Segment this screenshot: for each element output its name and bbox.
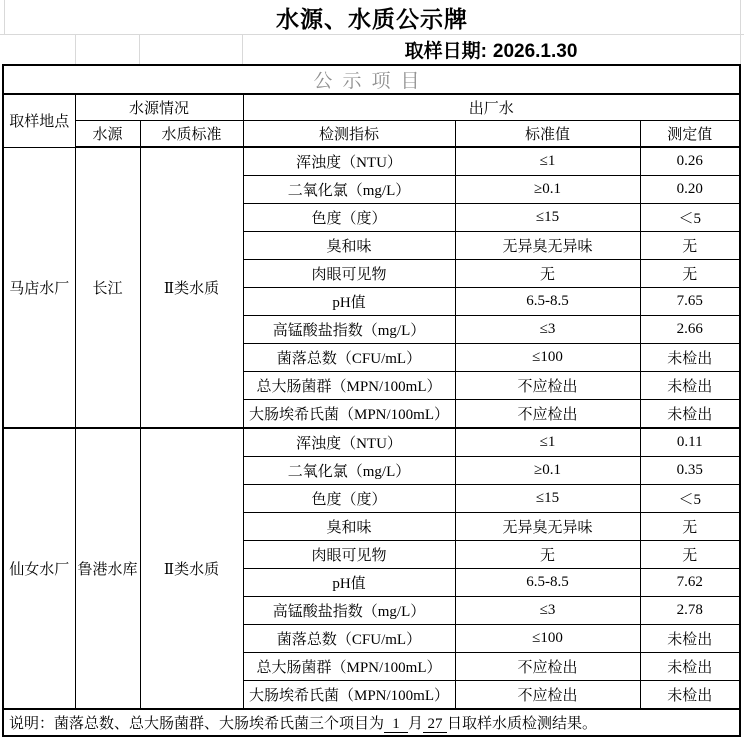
cell-measured-value: 0.26 [640,147,740,176]
cell-measured-value: 未检出 [640,344,740,372]
cell-standard-value: 6.5-8.5 [455,569,640,597]
col-header-standard-value: 标准值 [455,121,640,148]
cell-indicator: 臭和味 [243,232,455,260]
gridline [0,34,744,35]
col-header-quality-standard: 水质标准 [140,121,243,148]
sample-date-row [242,34,740,64]
plant-quality-standard-cell: Ⅱ类水质 [140,147,243,428]
footnote-month-label: 月 [408,716,424,732]
title-area [0,0,744,64]
header-row-1 [3,94,740,121]
cell-measured-value: 7.62 [640,569,740,597]
cell-indicator: 高锰酸盐指数（mg/L） [243,316,455,344]
cell-measured-value: 2.66 [640,316,740,344]
cell-standard-value: 不应检出 [455,372,640,400]
title-row [0,0,744,34]
section-header: 公示项目 [313,71,430,92]
footnote-prefix: 说明：菌落总数、总大肠菌群、大肠埃希氏菌三个项目为 [9,716,385,732]
gridline [242,34,243,64]
cell-measured-value: 7.65 [640,288,740,316]
sample-date [405,36,578,63]
cell-standard-value: 无异臭无异味 [455,232,640,260]
cell-indicator: 色度（度） [243,485,455,513]
cell-measured-value: 未检出 [640,372,740,400]
cell-measured-value: 无 [640,232,740,260]
cell-standard-value: 不应检出 [455,653,640,681]
col-header-source: 水源 [75,121,140,148]
footnote-month-value: 1 [384,717,408,733]
cell-indicator: 菌落总数（CFU/mL） [243,625,455,653]
cell-measured-value: 无 [640,260,740,288]
plant-source-cell: 鲁港水库 [75,428,140,709]
cell-standard-value: ≥0.1 [455,176,640,204]
col-header-outflow-group: 出厂水 [243,94,740,121]
cell-standard-value: ≤3 [455,597,640,625]
plant-location-cell: 仙女水厂 [3,428,75,709]
page-title: 水源、水质公示牌 [276,6,468,32]
footnote [3,709,740,736]
cell-indicator: 总大肠菌群（MPN/100mL） [243,372,455,400]
cell-standard-value: 不应检出 [455,681,640,710]
cell-indicator: pH值 [243,569,455,597]
footnote-row [3,709,740,736]
table-row [3,147,740,176]
gridline [75,34,76,64]
cell-indicator: 大肠埃希氏菌（MPN/100mL） [243,681,455,710]
gridline [139,34,140,64]
cell-measured-value: 0.35 [640,457,740,485]
cell-standard-value: 无 [455,541,640,569]
cell-indicator: 大肠埃希氏菌（MPN/100mL） [243,400,455,429]
cell-standard-value: ≤100 [455,625,640,653]
section-header-row [3,65,740,94]
cell-measured-value: ＜5 [640,204,740,232]
cell-measured-value: 2.78 [640,597,740,625]
cell-measured-value: 0.20 [640,176,740,204]
plant-location-cell: 马店水厂 [3,147,75,428]
cell-indicator: 浑浊度（NTU） [243,428,455,457]
cell-indicator: 总大肠菌群（MPN/100mL） [243,653,455,681]
cell-indicator: 色度（度） [243,204,455,232]
cell-standard-value: 无 [455,260,640,288]
cell-indicator: 肉眼可见物 [243,260,455,288]
sample-date-value: 2026.1.30 [492,40,578,62]
cell-standard-value: ≤100 [455,344,640,372]
cell-measured-value: 未检出 [640,653,740,681]
cell-measured-value: 0.11 [640,428,740,457]
cell-indicator: 肉眼可见物 [243,541,455,569]
cell-measured-value: 无 [640,513,740,541]
sample-date-label: 取样日期: [404,40,487,62]
plant-source-cell: 长江 [75,147,140,428]
cell-standard-value: ≤1 [455,428,640,457]
footnote-day-value: 27 [423,717,447,733]
cell-indicator: 浑浊度（NTU） [243,147,455,176]
cell-standard-value: 无异臭无异味 [455,513,640,541]
cell-indicator: 菌落总数（CFU/mL） [243,344,455,372]
col-header-indicator: 检测指标 [243,121,455,148]
table-row [3,428,740,457]
cell-standard-value: ≤15 [455,485,640,513]
col-header-measured-value: 测定值 [640,121,740,148]
cell-indicator: pH值 [243,288,455,316]
cell-standard-value: 不应检出 [455,400,640,429]
cell-standard-value: ≤3 [455,316,640,344]
header-row-2 [3,121,740,148]
gridline [740,0,741,64]
cell-indicator: 二氧化氯（mg/L） [243,457,455,485]
cell-indicator: 二氧化氯（mg/L） [243,176,455,204]
cell-measured-value: ＜5 [640,485,740,513]
cell-standard-value: ≤15 [455,204,640,232]
cell-measured-value: 未检出 [640,681,740,710]
cell-standard-value: 6.5-8.5 [455,288,640,316]
water-quality-table [2,64,741,737]
cell-indicator: 高锰酸盐指数（mg/L） [243,597,455,625]
cell-indicator: 臭和味 [243,513,455,541]
plant-quality-standard-cell: Ⅱ类水质 [140,428,243,709]
gridline [4,0,5,34]
cell-standard-value: ≤1 [455,147,640,176]
cell-standard-value: ≥0.1 [455,457,640,485]
cell-measured-value: 无 [640,541,740,569]
cell-measured-value: 未检出 [640,625,740,653]
footnote-suffix: 日取样水质检测结果。 [447,716,598,732]
col-header-source-group: 水源情况 [75,94,243,121]
col-header-location: 取样地点 [3,94,75,147]
cell-measured-value: 未检出 [640,400,740,429]
